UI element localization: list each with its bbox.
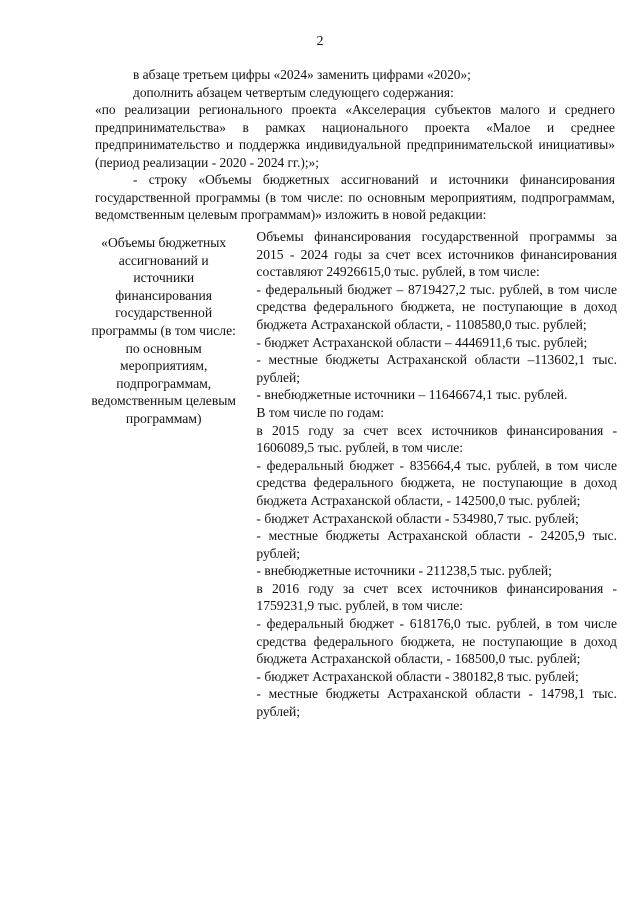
funding-paragraph: - бюджет Астраханской области - 534980,7 тыс. рублей;	[256, 510, 579, 526]
funding-paragraph: - местные бюджеты Астраханской области –113602,1 тыс. рублей;	[256, 352, 617, 385]
funding-paragraph: Объемы финансирования государственной программы за 2015 - 2024 годы за счет всех источников финансирования составляют 24926615,0 тыс. рублей, в том числе:	[256, 229, 617, 280]
funding-paragraph: - федеральный бюджет - 618176,0 тыс. рублей, в том числе средства федерального бюджета, не поступающие в доход бюджета Астраханской области, - 168500,0 тыс. рублей;	[256, 616, 617, 667]
page-number: 2	[316, 34, 324, 49]
intro-text	[95, 66, 615, 224]
funding-paragraph: В том числе по годам:	[256, 404, 384, 420]
funding-paragraph: - бюджет Астраханской области – 4446911,6 тыс. рублей;	[256, 334, 588, 350]
intro-paragraph-2: - строку «Объемы бюджетных ассигнований и источники финансирования государственной программы (в том числе: по основным мероприятиям, подпрограммам, ведомственным целевым программам)» изложить в новой редакции:	[95, 172, 615, 222]
funding-paragraph: в 2016 году за счет всех источников финансирования - 1759231,9 тыс. рублей, в том числе:	[256, 580, 617, 614]
table-left-cell: «Объемы бюджетных ассигнований и источники финансирования государственной программы (в том числе: по основным мероприятиям, подпрограммам, ведомственным целевым программам)	[91, 235, 236, 426]
funding-paragraph: - федеральный бюджет – 8719427,2 тыс. рублей, в том числе средства федерального бюджета, не поступающие в доход бюджета Астраханской области, - 1108580,0 тыс. рублей;	[256, 281, 617, 332]
funding-paragraph: - местные бюджеты Астраханской области - 14798,1 тыс. рублей;	[256, 686, 617, 720]
intro-paragraph: «по реализации регионального проекта «Акселерация субъектов малого и среднего предпринимательства» в рамках национального проекта «Малое и среднее предпринимательство и поддержка индивидуальной предпринимательской инициативы» (период реализации - 2020 - 2024 гг.);»;	[95, 102, 615, 170]
funding-paragraph: в 2015 году за счет всех источников финансирования - 1606089,5 тыс. рублей, в том числе:	[256, 422, 617, 456]
funding-paragraph: - внебюджетные источники - 211238,5 тыс. рублей;	[256, 563, 552, 579]
intro-line-2: дополнить абзацем четвертым следующего содержания:	[133, 84, 454, 100]
funding-paragraph: - внебюджетные источники – 11646674,1 тыс. рублей.	[256, 387, 568, 403]
intro-line-1: в абзаце третьем цифры «2024» заменить цифрами «2020»;	[133, 67, 471, 82]
table-right-cell	[256, 228, 617, 721]
funding-paragraph: - федеральный бюджет - 835664,4 тыс. рублей, в том числе средства федерального бюджета, не поступающие в доход бюджета Астраханской области, - 142500,0 тыс. рублей;	[256, 457, 617, 508]
funding-table	[89, 228, 617, 721]
funding-paragraph: - бюджет Астраханской области - 380182,8 тыс. рублей;	[256, 668, 579, 684]
funding-paragraph: - местные бюджеты Астраханской области - 24205,9 тыс. рублей;	[256, 528, 617, 561]
